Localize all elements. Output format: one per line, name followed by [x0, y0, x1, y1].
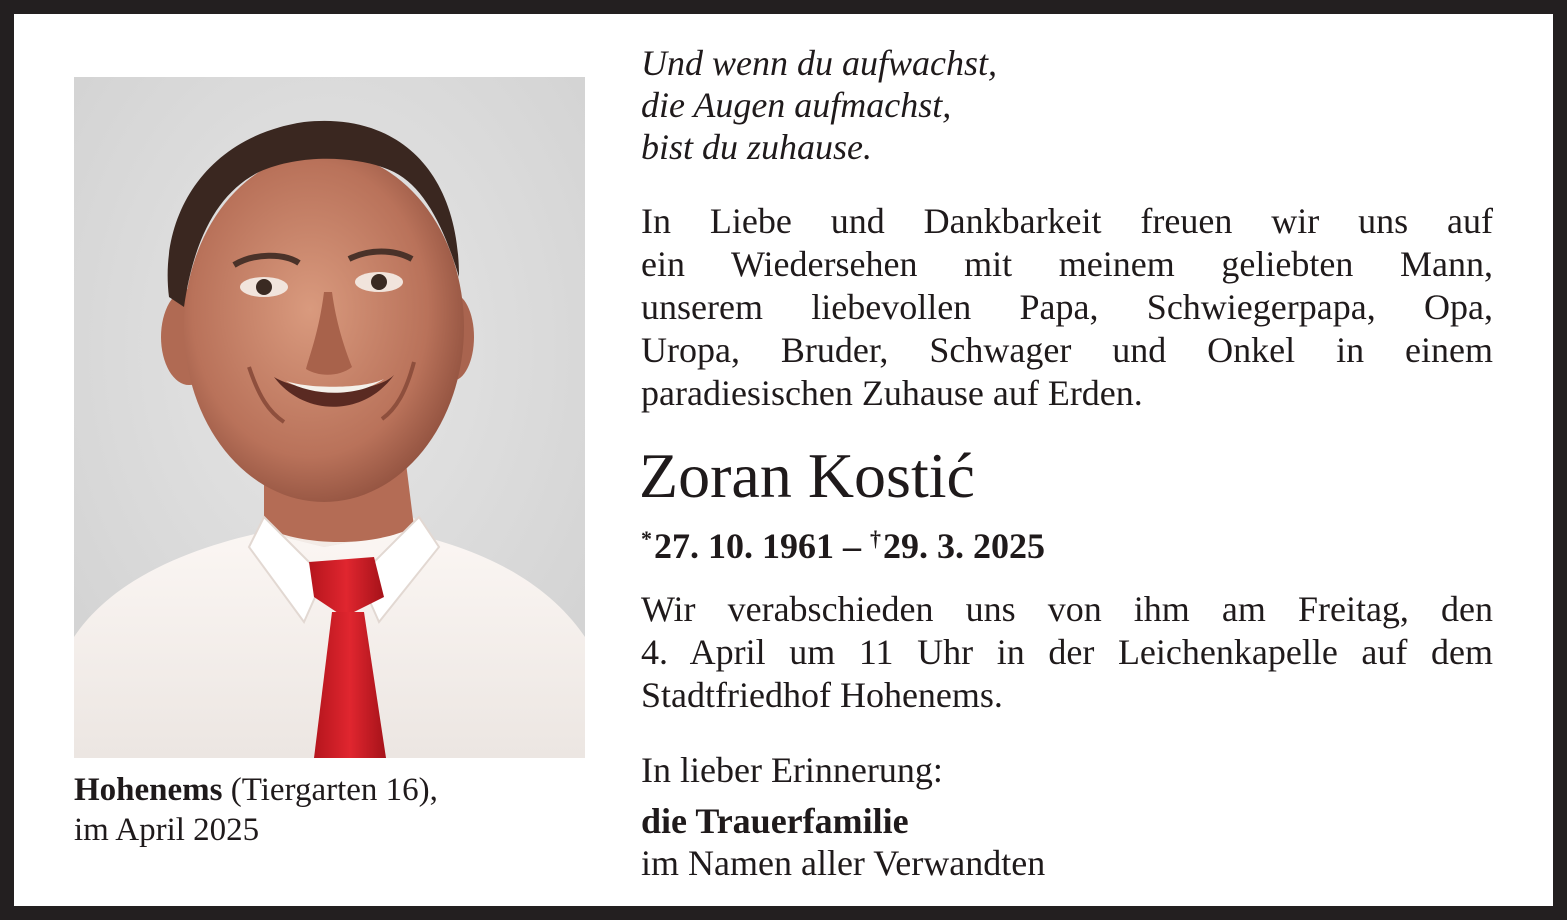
birth-symbol: * — [641, 526, 652, 551]
death-symbol: † — [870, 526, 881, 551]
portrait-image — [74, 77, 585, 758]
poem — [641, 42, 1341, 168]
photo-caption — [74, 770, 614, 850]
birth-date: 27. 10. 1961 — [654, 526, 834, 566]
date-separator: – — [834, 526, 870, 566]
caption-date: im April 2025 — [74, 812, 260, 848]
tribute-paragraph — [641, 200, 1493, 415]
farewell-line: 4. April um 11 Uhr in der Leichenkapelle auf dem — [641, 632, 1493, 672]
tribute-line: In Liebe und Dankbarkeit freuen wir uns auf — [641, 201, 1493, 241]
poem-line: Und wenn du aufwachst, — [641, 43, 997, 83]
portrait-photo — [74, 77, 585, 758]
farewell-line: Stadtfriedhof Hohenems. — [641, 675, 1003, 715]
memory-line: In lieber Erinnerung: — [641, 750, 943, 790]
caption-address: (Tiergarten 16), — [222, 772, 438, 808]
family-signature: die Trauerfamilie — [641, 801, 909, 841]
farewell-paragraph — [641, 588, 1493, 717]
tribute-line: unserem liebevollen Papa, Schwiegerpapa, Opa, — [641, 287, 1493, 327]
death-date: 29. 3. 2025 — [883, 526, 1045, 566]
tribute-line: Uropa, Bruder, Schwager und Onkel in einem — [641, 330, 1493, 370]
deceased-name: Zoran Kostić — [639, 440, 975, 511]
farewell-line: Wir verabschieden uns von ihm am Freitag, den — [641, 589, 1493, 629]
caption-place: Hohenems — [74, 772, 223, 808]
tribute-line: ein Wiedersehen mit meinem geliebten Mann, — [641, 244, 1493, 284]
relatives-line: im Namen aller Verwandten — [641, 843, 1046, 883]
tribute-line: paradiesischen Zuhause auf Erden. — [641, 373, 1143, 413]
life-dates — [641, 517, 1045, 568]
poem-line: die Augen aufmachst, — [641, 85, 952, 125]
poem-line: bist du zuhause. — [641, 127, 873, 167]
